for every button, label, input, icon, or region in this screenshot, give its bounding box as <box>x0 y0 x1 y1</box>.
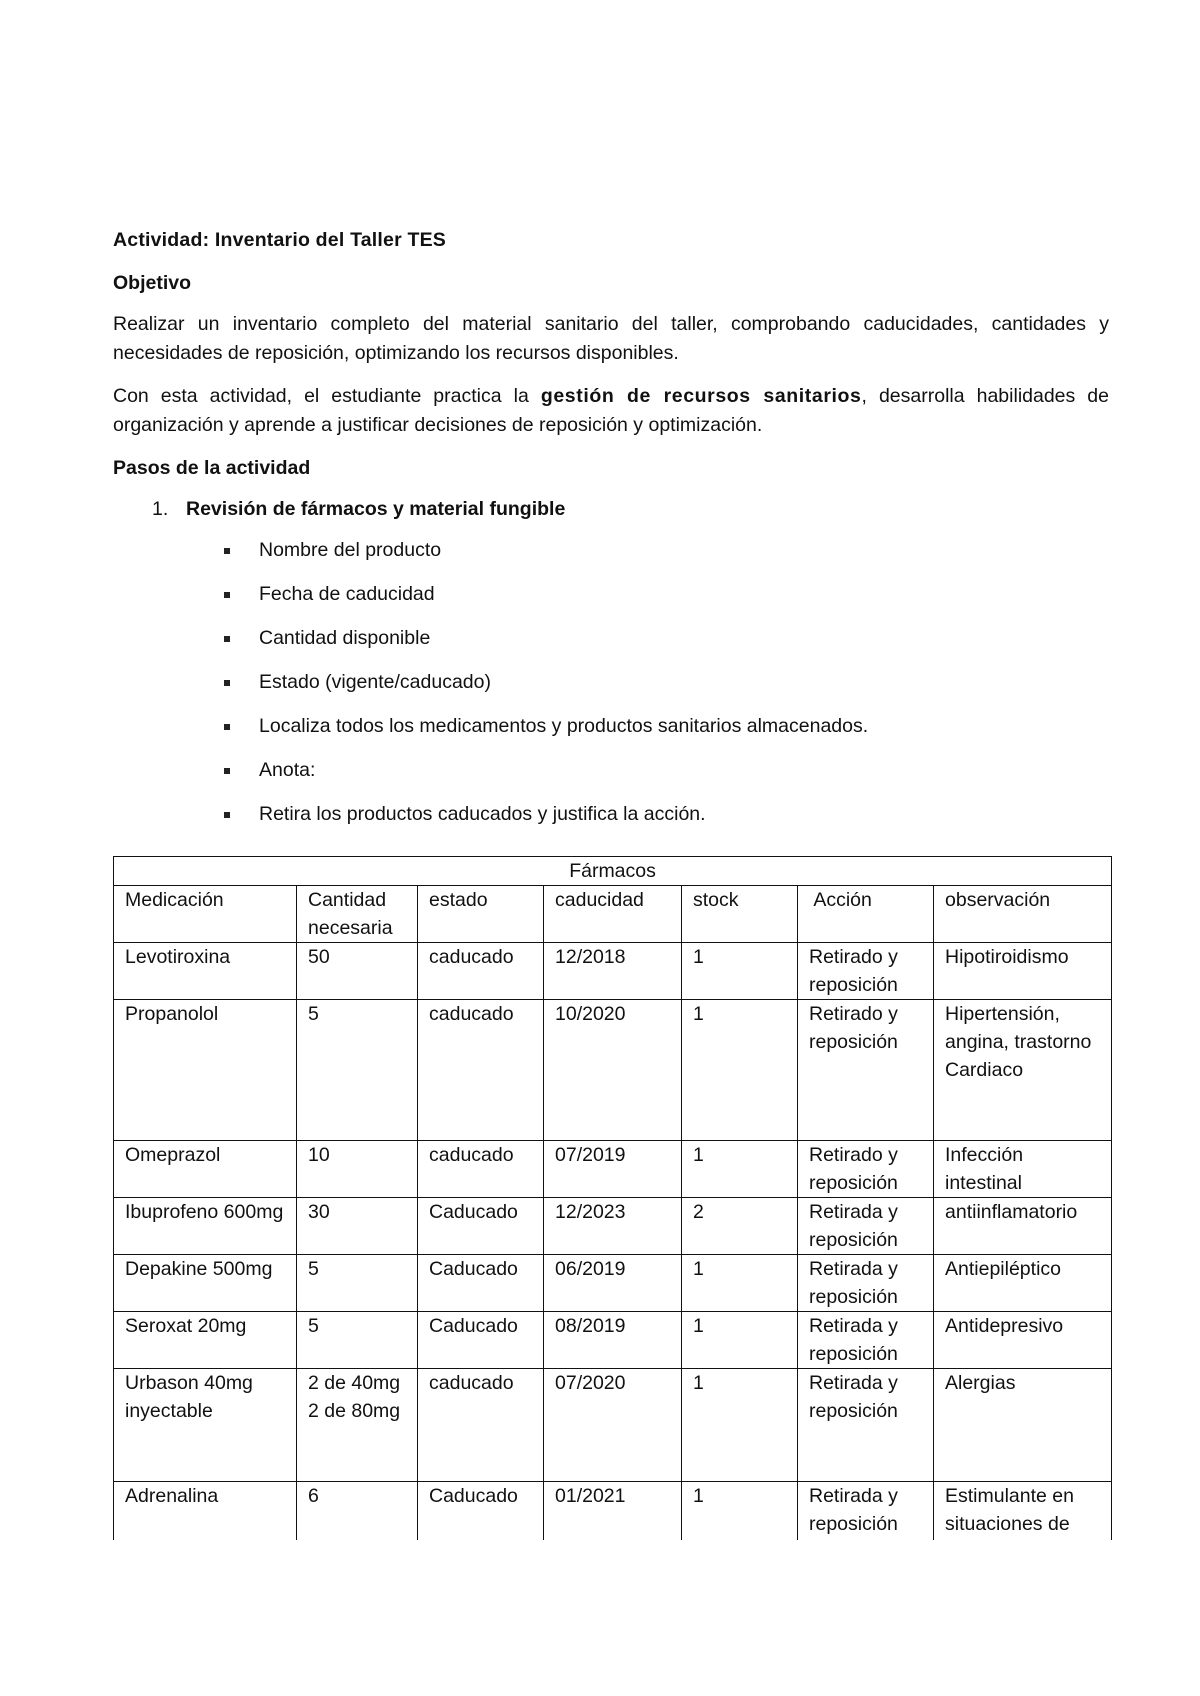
table-cell: caducado <box>418 1000 544 1141</box>
table-cell: Retirado y reposición <box>798 943 934 1000</box>
table-cell: Retirada y reposición <box>798 1369 934 1482</box>
table-cell: Levotiroxina <box>114 943 297 1000</box>
table-cell: Omeprazol <box>114 1141 297 1198</box>
table-cell: 10 <box>297 1141 418 1198</box>
square-bullet-icon <box>224 812 230 818</box>
table-cell: 2 de 40mg 2 de 80mg <box>297 1369 418 1482</box>
header-cell: Cantidad necesaria <box>297 886 418 943</box>
table-row <box>114 1255 1112 1312</box>
steps-heading: Pasos de la actividad <box>113 457 311 479</box>
table-row <box>114 1141 1112 1198</box>
table-cell: caducado <box>418 1141 544 1198</box>
table-cell: 2 <box>682 1198 798 1255</box>
table-cell: 08/2019 <box>544 1312 682 1369</box>
table-cell: Retirada y reposición <box>798 1482 934 1568</box>
table-cell: 06/2019 <box>544 1255 682 1312</box>
header-cell: Acción <box>798 886 934 943</box>
table-cell: Retirado y reposición <box>798 1000 934 1141</box>
table-cell: Retirada y reposición <box>798 1198 934 1255</box>
header-cell: caducidad <box>544 886 682 943</box>
step-item <box>113 495 1109 524</box>
table-cell: Retirado y reposición <box>798 1141 934 1198</box>
square-bullet-icon <box>224 592 230 598</box>
table-header-row <box>114 886 1112 943</box>
table-cell: 1 <box>682 1255 798 1312</box>
table-cell: 1 <box>682 1482 798 1568</box>
table-cell: 12/2023 <box>544 1198 682 1255</box>
bullet-item <box>113 536 1109 565</box>
header-cell: estado <box>418 886 544 943</box>
table-cell: Hipotiroidismo <box>934 943 1112 1000</box>
table-cell: Retirada y reposición <box>798 1312 934 1369</box>
steps-list <box>113 495 1109 524</box>
table-cell: caducado <box>418 1369 544 1482</box>
bullet-item <box>113 756 1109 785</box>
bullet-text: Retira los productos caducados y justifica la acción. <box>259 803 706 825</box>
table-cell: Ibuprofeno 600mg <box>114 1198 297 1255</box>
table-cell: 07/2020 <box>544 1369 682 1482</box>
table-cell: caducado <box>418 943 544 1000</box>
table-row <box>114 1198 1112 1255</box>
table-cell: Antiepiléptico <box>934 1255 1112 1312</box>
header-cell: Medicación <box>114 886 297 943</box>
table-cell: Infección intestinal <box>934 1141 1112 1198</box>
table-cell: 1 <box>682 1369 798 1482</box>
document-title: Actividad: Inventario del Taller TES <box>113 229 446 251</box>
table-row <box>114 1312 1112 1369</box>
table-cell: 30 <box>297 1198 418 1255</box>
objective-heading: Objetivo <box>113 272 192 294</box>
table-cell: Depakine 500mg <box>114 1255 297 1312</box>
table-cell: 6 <box>297 1482 418 1568</box>
bullet-text: Nombre del producto <box>259 539 442 561</box>
square-bullet-icon <box>224 768 230 774</box>
table-cell: 1 <box>682 1312 798 1369</box>
table-cell: 07/2019 <box>544 1141 682 1198</box>
table-cell: Caducado <box>418 1482 544 1568</box>
bullet-text: Localiza todos los medicamentos y productos sanitarios almacenados. <box>259 715 869 737</box>
step-number: 1. <box>152 498 169 520</box>
table-cell: Caducado <box>418 1255 544 1312</box>
purpose-text-start: Con esta actividad, el estudiante practica la <box>113 385 541 407</box>
table-row <box>114 943 1112 1000</box>
bullet-text: Estado (vigente/caducado) <box>259 671 491 693</box>
table-caption: Fármacos <box>114 857 1112 886</box>
table-cell: Retirada y reposición <box>798 1255 934 1312</box>
table-cell: 10/2020 <box>544 1000 682 1141</box>
table-cell: 50 <box>297 943 418 1000</box>
farmacos-table <box>113 856 1112 1568</box>
purpose-text-end: , desarrolla habilidades de organización y aprende a justificar decisiones de reposición y optimización. <box>113 385 1109 436</box>
bullet-list <box>113 536 1109 829</box>
square-bullet-icon <box>224 548 230 554</box>
table-cell: 5 <box>297 1255 418 1312</box>
purpose-paragraph <box>113 382 1109 440</box>
table-cell: 5 <box>297 1312 418 1369</box>
table-cell: Antidepresivo <box>934 1312 1112 1369</box>
table-row <box>114 1000 1112 1141</box>
table-cell: 1 <box>682 1000 798 1141</box>
document-body <box>113 226 1109 844</box>
objective-paragraph: Realizar un inventario completo del material sanitario del taller, comprobando caducidades, cantidades y necesidades de reposición, optimizando los recursos disponibles. <box>113 313 1109 364</box>
table-cell: Caducado <box>418 1312 544 1369</box>
table-cell: Adrenalina <box>114 1482 297 1568</box>
bullet-item <box>113 668 1109 697</box>
table-cell: 12/2018 <box>544 943 682 1000</box>
header-cell: stock <box>682 886 798 943</box>
table-cell: antiinflamatorio <box>934 1198 1112 1255</box>
square-bullet-icon <box>224 680 230 686</box>
table-caption-row <box>114 857 1112 886</box>
table-cell: 1 <box>682 1141 798 1198</box>
table-cell: Alergias <box>934 1369 1112 1482</box>
table-cell: 01/2021 <box>544 1482 682 1568</box>
table-row <box>114 1369 1112 1482</box>
table-cell: 1 <box>682 943 798 1000</box>
bullet-text: Cantidad disponible <box>259 627 431 649</box>
table-cell: Estimulante en situaciones de <box>934 1482 1112 1568</box>
table-cell: Hipertensión, angina, trastorno Cardiaco <box>934 1000 1112 1141</box>
bullet-text: Anota: <box>259 759 316 781</box>
table-cell: Urbason 40mg inyectable <box>114 1369 297 1482</box>
square-bullet-icon <box>224 636 230 642</box>
step-title: Revisión de fármacos y material fungible <box>186 498 566 520</box>
bullet-text: Fecha de caducidad <box>259 583 435 605</box>
purpose-text-bold: gestión de recursos sanitarios <box>540 385 862 407</box>
bullet-item <box>113 712 1109 741</box>
table-cell: 5 <box>297 1000 418 1141</box>
page-cut-mask <box>110 1540 1115 1696</box>
table-cell: Propanolol <box>114 1000 297 1141</box>
table-cell: Seroxat 20mg <box>114 1312 297 1369</box>
header-cell: observación <box>934 886 1112 943</box>
bullet-item <box>113 624 1109 653</box>
bullet-item <box>113 580 1109 609</box>
bullet-item <box>113 800 1109 829</box>
square-bullet-icon <box>224 724 230 730</box>
table-cell: Caducado <box>418 1198 544 1255</box>
